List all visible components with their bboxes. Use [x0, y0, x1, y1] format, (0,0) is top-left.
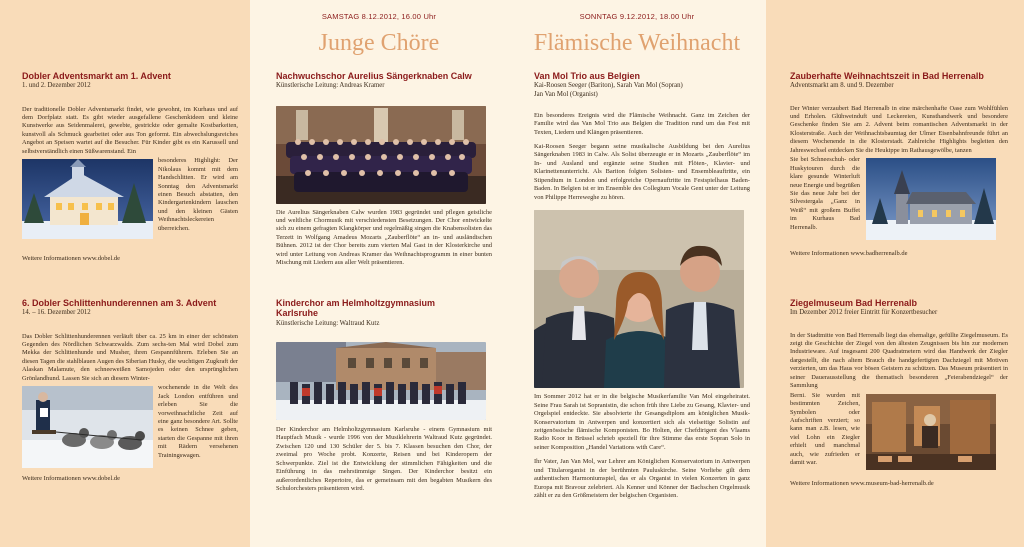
article-body: Der Winter verzaubert Bad Herrenalb in eine märchenhafte Oase zum Wohlfühlen und Erholen. Glühweinduft und Leckereien, Kunsthandwerk und besondere Geschenke finden Sie am 2. Advent beim romantischen Adventsmarkt in der Klosterstraße. Auch der Weihnachtsbaumtag der Ulmer Eisenbahnfreunde führt an diesem Wochenende in die Klosterstadt. Zahlreiche Highlights begleiten den Jahreswechsel entdecken Sie die Heukippe im Rathausgewölbe, tanzen — [790, 104, 1008, 154]
article-title: Van Mol Trio aus Belgien — [534, 71, 641, 81]
article-organist: Jan Van Mol (Organist) — [534, 90, 598, 98]
article-dates: Adventsmarkt am 8. und 9. Dezember — [790, 82, 894, 90]
article-conductor: Künstlerische Leitung: Andreas Kramer — [276, 82, 385, 90]
kinderchor-photo — [276, 342, 486, 420]
article-body-seeger: Kai-Roosen Seeger begann seine musikalische Ausbildung bei den Aurelius Sängerknaben 1983 in Calw. Als Solist überzeugte er in Mozarts „Zauberflöte“ im In- und Ausland und ergänzte seine Studien mit Flöten-, Klavier- und Klarinettenunterricht. Als Bariton folgten Solisten- und Ensembleauftritte, ein Stipendium in London und erfolgreiche Opernauftritte im Festspielhaus Baden-Baden. In Belgien ist er im Ensemble des Collegium Vocale Gent unter der Leitung von Philippe Herreweghe zu hören. — [534, 143, 750, 201]
article-aurelius — [276, 71, 492, 268]
article-title: Dobler Adventsmarkt am 1. Advent — [22, 71, 171, 81]
article-title: Ziegelmuseum Bad Herrenalb — [790, 298, 918, 308]
article-body-side: Sie bei Schneeschuh- oder Huskytouren durch die klare gesunde Winterluft neue Energie und begrüßen Sie das neue Jahr bei der Silvestergala „Ganz in Weiß“ mit großem Buffet im Kurhaus Bad Herrenalb. — [790, 156, 860, 231]
article-body: Die Aurelius Sängerknaben Calw wurden 1983 gegründet und pflegen geistliche und weltliche Chormusik mit verschiedensten Besetzungen. Der Chor entwickelte sich zu einem gefragten Klangkörper und regelmäßig singen die Knabensolisten das Terzett in Wolfgang Amadeus Mozarts „Zauberflöte“ an in- und ausländischen Bühnen. 2012 ist der Chor bereits zum vierten Mal Gast in der Klosterkirche und wird unter Leitung von Andreas Kramer das Weihnachtsprogramm in einer bunten Mischung mit Liedern aus aller Welt präsentieren. — [276, 208, 492, 267]
van-mol-trio-photo — [534, 210, 744, 388]
article-schlittenhunderennen — [22, 298, 238, 482]
event-date-header: SAMSTAG 8.12.2012, 16.00 Uhr — [321, 12, 437, 21]
article-body-side: besonderes Highlight: Der Nikolaus kommt mit dem Handschlitten. Er wird am Sonntag den Adventsmarkt einen Besuch abstatten, den Kindergartenkindern lauschen und den kleinen Gästen Weihnachtsleckereien überreichen. — [158, 157, 238, 232]
adventsmarkt-photo — [22, 159, 153, 239]
section-title: Flämische Weihnacht — [533, 30, 741, 56]
column-dobel — [0, 0, 250, 547]
herrenalb-winter-photo — [866, 158, 996, 240]
article-body-intro: Ein besonderes Ereignis wird die Flämische Weihnacht. Ganz im Zeichen der Familie wird das Van Mol Trio aus Belgien die Tradition rund um das Fest mit Texten, Liedern und Klängen präsentieren. — [534, 111, 750, 136]
article-title: Kinderchor am Helmholtzgymnasium Karlsruhe — [276, 298, 436, 319]
article-body: Der Kinderchor am Helmholtzgymnasium Karlsruhe - einem Gymnasium mit Hauptfach Musik - wurde 1996 von der Musiklehrerin Waltraud Kutz gegründet. Zwischen 120 und 130 Schüler der 5. bis 7. Klassen besuchen den Chor, der zweimal pro Woche probt. Konzerte, Reisen und bei Kinderopern der Schwerpunkte. Ziel ist die Entwicklung der stimmlichen Fähigkeiten und die Einführung in das mehrstimmige Singen. Der Kinderchor besitzt ein außerordentliches Repertoire, das er gemeinsam mit den begabten Musikern des Schulorchesters präsentieren wird. — [276, 425, 492, 493]
more-info-link[interactable]: Weitere Informationen www.dobel.de — [22, 255, 120, 263]
more-info-link[interactable]: Weitere Informationen www.badherrenalb.de — [790, 250, 908, 258]
aurelius-choir-photo — [276, 106, 486, 204]
article-body: In der Stadtmitte von Bad Herrenalb liegt das ehemalige, gefüllte Ziegelmuseum. Es zeigt die Geschichte der Ziegel von den ältesten Zeugnissen bis hin zur modernen Industrieware. Auf insgesamt 200 Quadratmetern wird das Handwerk der Ziegler dargestellt, die nach altem Brauch die handgefertigten Dachziegel mit Motiven verzierten, um das Haus vor bösen Geistern zu schützen. Das Museum präsentiert in seiner Dauerausstellung die thematisch besonderen „Feierabendziegel“ der Sammlung — [790, 331, 1008, 390]
column-flaemische-weihnacht — [508, 0, 766, 547]
article-title: Nachwuchschor Aurelius Sängerknaben Calw — [276, 71, 472, 81]
article-performers: Kai-Roosen Seeger (Bariton), Sarah Van Mol (Sopran) — [534, 82, 683, 90]
article-title: 6. Dobler Schlittenhunderennen am 3. Advent — [22, 298, 217, 308]
more-info-link[interactable]: Weitere Informationen www.dobel.de — [22, 475, 120, 483]
article-body-sarah: Im Sommer 2012 hat er in die belgische Musikerfamilie Van Mol eingeheiratet. Seine Frau Sarah ist Sopranistin, die schon früh ihre Liebe zu Gesang, Klavier- und Orgelspiel entdeckte. Sie absolvierte ihr Gesangsdiplom am königlichen Musik-Konservatorium in Antwerpen und konzertiert sich als vielseitige Solistin auf zeitgenössische flämische Komponisten. Bo Holten, der Chefdirigent des Vlaams Radio Koor in Brüssel schrieb speziell für ihre Stimme das erste Sopran Solo in seiner Komposition „Handel Variations with Care“. — [534, 393, 750, 451]
article-body-side: Berni. Sie wurden mit bestimmten Zeichen, Symbolen oder Aufschriften verziert; so kann man z.B. lesen, wie viel Lohn ein Ziegler erhielt und manchmal auch, wie zufrieden er damit war. — [790, 391, 860, 467]
more-info-link[interactable]: Weitere Informationen www.museum-bad-herrenalb.de — [790, 479, 934, 487]
article-body: Der traditionelle Dobler Adventsmarkt findet, wie gewohnt, im Kurhaus und auf dem Dorfplatz statt. Es gibt wieder ausgefallene Geschenkideen und kleine Kunstwerke aus Seidenmalerei, gewebte, gestrickte oder gemalte Kostbarkeiten, kunstvoll als Schmuck gearbeitet oder aus Ton geformt. Ein abwechslungsreiches Angebot an Speisen wartet auf die Besucher. Für Kinder gibt es ein Karussell und selbstverständlich einen Süßwarenstand. Ein — [22, 105, 238, 155]
article-body-jan: Ihr Vater, Jan Van Mol, war Lehrer am Königlichen Konservatorium in Antwerpen und Titularorganist in der berühmten Pauluskirche. Seine Vorliebe gilt dem authentischen Harmoniumspiel, das er als Organist in vielen Konzerten in ganz Europa mit Bravour zelebriert. Als Kenner und Könner der Bachschen Orgelmusik zählt er zu den Größmeistern der belgischen Organisten. — [534, 458, 750, 500]
article-dates: Im Dezember 2012 freier Eintritt für Konzertbesucher — [790, 309, 938, 317]
article-weihnachtszeit — [790, 71, 1008, 257]
article-kinderchor — [276, 298, 492, 493]
article-dates: 1. und 2. Dezember 2012 — [22, 82, 91, 90]
column-bad-herrenalb — [766, 0, 1024, 547]
article-van-mol-trio — [534, 71, 750, 501]
section-title: Junge Chöre — [318, 30, 440, 56]
ziegelmuseum-photo — [866, 394, 996, 470]
article-title: Zauberhafte Weihnachtszeit in Bad Herrenalb — [790, 71, 984, 81]
article-conductor: Künstlerische Leitung: Waltraud Kutz — [276, 319, 380, 327]
event-date-header: SONNTAG 9.12.2012, 18.00 Uhr — [579, 12, 695, 21]
sled-dog-photo — [22, 386, 153, 468]
article-ziegelmuseum — [790, 298, 1008, 487]
column-junge-choere — [250, 0, 508, 547]
article-adventsmarkt — [22, 71, 238, 262]
article-body: Das Dobler Schlittenhunderennen verläuft über ca. 25 km in einer der schönsten Gegenden des Nördlichen Schwarzwalds. Zum sechs-ten Mal wird Dobel zum Mekka der Schlittenhunde und Musher, ihren Gespannführern. Erleben Sie an diesen Tagen die stahlblauen Augen des Siberian Husky, die wuchtigen Zugkraft der Alaskan Malamute, den schneeweißen Samojeden oder den ursprünglichen Grönlandhund. Lassen Sie sich an diesem Winter- — [22, 332, 238, 382]
article-body-side: wochenende in die Welt des Jack London entführen und erleben Sie die vorweihnachtliche Zeit auf eine ganz besondere Art. Sollte es keinen Schnee geben, starten die Gespanne mit ihren mit Rädern versehenen Trainingswagen. — [158, 384, 238, 459]
article-dates: 14. – 16. Dezember 2012 — [22, 309, 91, 317]
